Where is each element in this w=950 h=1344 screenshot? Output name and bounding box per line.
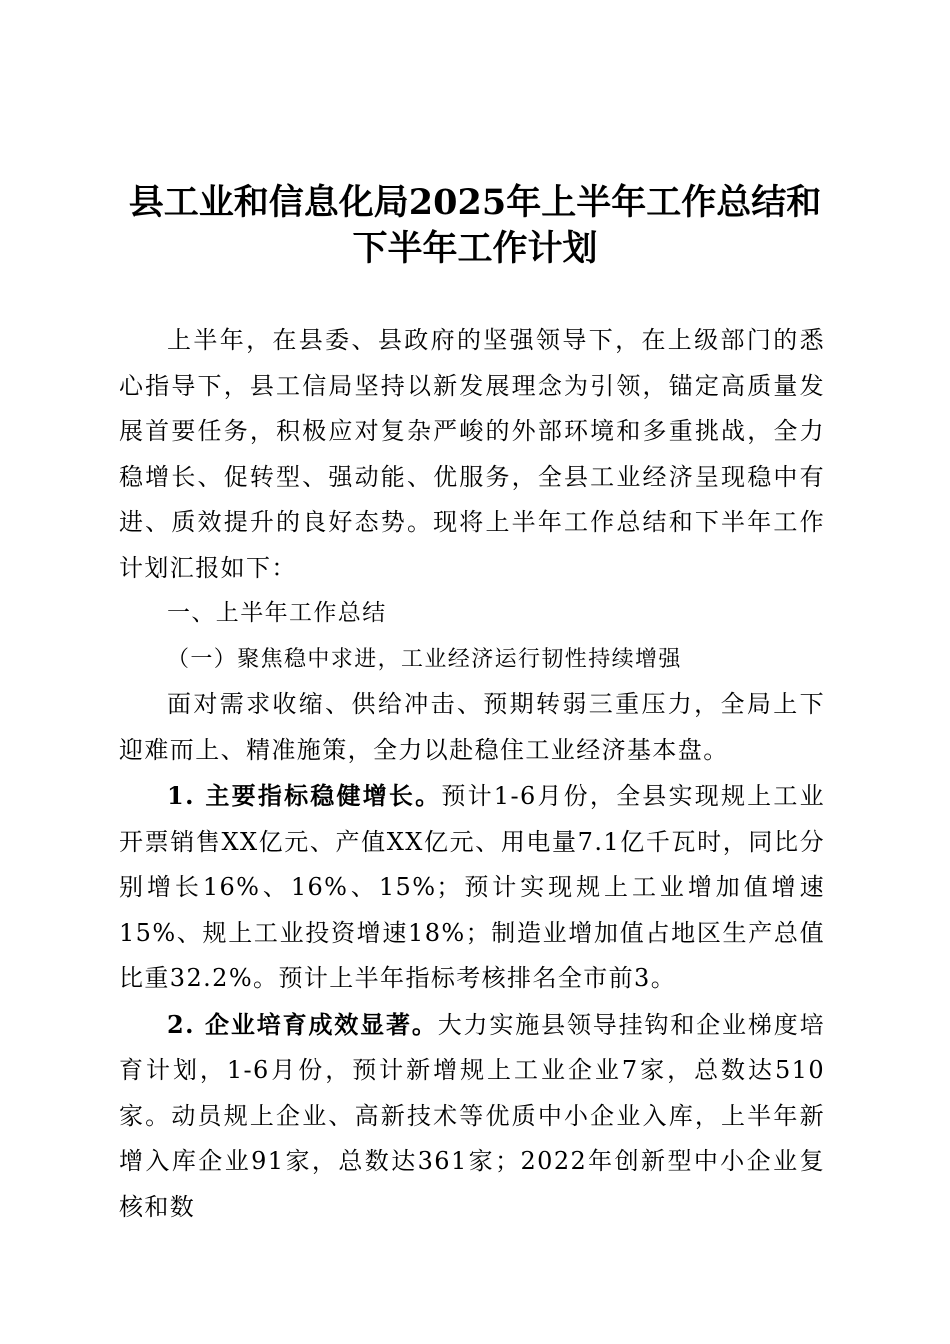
item-2-text: 大力实施县领导挂钩和企业梯度培育计划，1-6月份，预计新增规上工业企业7家，总数达510家。动员规上企业、高新技术等优质中小企业入库，上半年新增入库企业91家，总数达361家；2022年创新型中小企业复核和数 <box>119 1010 825 1221</box>
subsection-heading-1: （一）聚焦稳中求进，工业经济运行韧性持续增强 <box>167 646 682 672</box>
item-1-text: 预计1-6月份，全县实现规上工业开票销售XX亿元、产值XX亿元、用电量7.1亿千瓦时，同比分别增长16%、16%、15%；预计实现规上工业增加值增速15%、规上工业投资增速18%；制造业增加值占地区生产总值比重32.2%。预计上半年指标考核排名全市前3。 <box>119 782 825 992</box>
subsection-paragraph-1: 面对需求收缩、供给冲击、预期转弱三重压力，全局上下迎难而上、精准施策，全力以赴稳住工业经济基本盘。 <box>119 690 825 764</box>
item-paragraph-2 <box>119 1002 825 1231</box>
item-paragraph-1 <box>119 773 825 1002</box>
title-line-2: 下半年工作计划 <box>352 228 598 269</box>
document-title <box>0 180 950 272</box>
title-line-1: 县工业和信息化局2025年上半年工作总结和 <box>128 182 822 223</box>
intro-paragraph: 上半年，在县委、县政府的坚强领导下，在上级部门的悉心指导下，县工信局坚持以新发展理念为引领，锚定高质量发展首要任务，积极应对复杂严峻的外部环境和多重挑战，全力稳增长、促转型、强动能、优服务，全县工业经济呈现稳中有进、质效提升的良好态势。现将上半年工作总结和下半年工作计划汇报如下： <box>119 326 825 582</box>
document-body <box>119 318 825 1230</box>
item-2-lead: 2. 企业培育成效显著。 <box>167 1009 438 1039</box>
section-heading-1: 一、上半年工作总结 <box>167 600 387 626</box>
item-1-lead: 1. 主要指标稳健增长。 <box>167 781 442 810</box>
